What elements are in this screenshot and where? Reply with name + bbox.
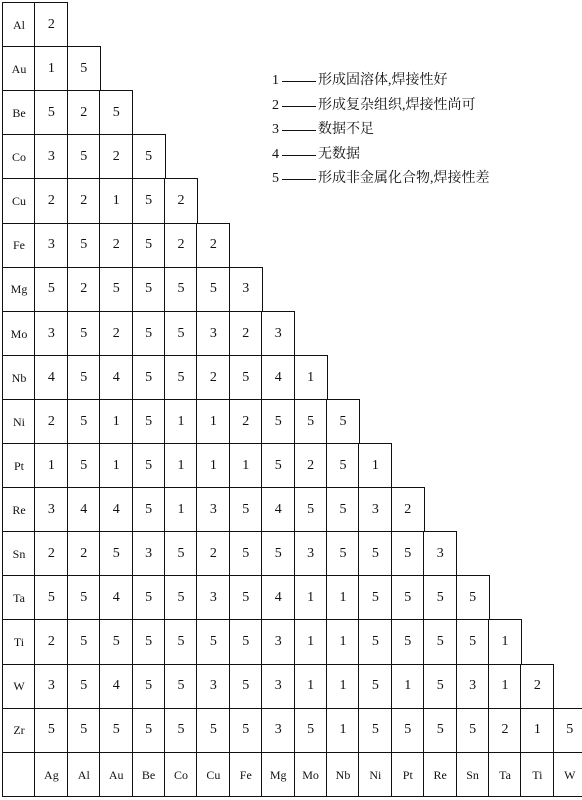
table-cell: 5: [456, 619, 490, 665]
table-cell: 5: [67, 355, 101, 401]
table-cell: 3: [34, 664, 68, 710]
table-cell: 5: [456, 708, 490, 754]
table-cell: 1: [164, 443, 198, 489]
table-cell: 1: [520, 708, 554, 754]
row-header: W: [2, 664, 36, 710]
legend-item: [272, 99, 490, 124]
row-header: Re: [2, 487, 36, 533]
table-cell: 5: [326, 487, 360, 533]
table-cell: 5: [423, 664, 457, 710]
table-cell: 3: [196, 487, 230, 533]
table-cell: 5: [132, 178, 166, 224]
table-cell: 1: [99, 443, 133, 489]
table-cell: 1: [34, 46, 68, 92]
table-cell: 5: [67, 708, 101, 754]
table-cell: 2: [99, 311, 133, 357]
table-cell: 1: [488, 664, 522, 710]
table-cell: 2: [67, 267, 101, 313]
row-header: Pt: [2, 443, 36, 489]
table-cell: 5: [132, 575, 166, 621]
legend-number: 1: [272, 73, 279, 88]
table-cell: 1: [294, 575, 328, 621]
column-header: Ag: [34, 752, 68, 798]
table-cell: 3: [34, 223, 68, 269]
table-cell: 1: [164, 487, 198, 533]
table-cell: 2: [34, 2, 68, 48]
table-cell: 4: [99, 575, 133, 621]
table-cell: 2: [67, 531, 101, 577]
row-header: Sn: [2, 531, 36, 577]
row-header: Au: [2, 46, 36, 92]
table-cell: 5: [164, 708, 198, 754]
table-cell: 5: [132, 311, 166, 357]
table-cell: 5: [67, 223, 101, 269]
table-cell: 5: [164, 619, 198, 665]
table-cell: 2: [229, 399, 263, 445]
column-header: Mg: [261, 752, 295, 798]
table-cell: 5: [229, 664, 263, 710]
legend-text: 形成固溶体,焊接性好: [318, 73, 448, 88]
table-cell: 5: [196, 708, 230, 754]
legend-dash: [282, 81, 316, 82]
table-cell: 5: [67, 399, 101, 445]
column-header: Ni: [358, 752, 392, 798]
table-cell: 3: [261, 619, 295, 665]
table-cell: 4: [99, 355, 133, 401]
legend-number: 3: [272, 122, 279, 137]
table-cell: 5: [164, 575, 198, 621]
corner-cell: [2, 752, 36, 798]
table-cell: 5: [164, 355, 198, 401]
table-cell: 4: [99, 487, 133, 533]
legend-item: [272, 172, 490, 197]
table-cell: 5: [391, 531, 425, 577]
table-cell: 4: [34, 355, 68, 401]
table-cell: 5: [196, 267, 230, 313]
table-cell: 5: [132, 664, 166, 710]
table-cell: 5: [164, 267, 198, 313]
legend-dash: [282, 179, 316, 180]
table-cell: 4: [261, 575, 295, 621]
table-cell: 1: [196, 443, 230, 489]
table-cell: 1: [358, 443, 392, 489]
row-header: Mo: [2, 311, 36, 357]
column-header: Ti: [520, 752, 554, 798]
table-cell: 2: [196, 355, 230, 401]
table-cell: 5: [229, 708, 263, 754]
table-cell: 5: [99, 267, 133, 313]
table-cell: 3: [294, 531, 328, 577]
table-cell: 5: [164, 531, 198, 577]
table-cell: 5: [196, 619, 230, 665]
table-cell: 5: [67, 619, 101, 665]
table-cell: 2: [99, 134, 133, 180]
column-header: Ta: [488, 752, 522, 798]
table-cell: 2: [196, 531, 230, 577]
legend-number: 2: [272, 97, 279, 113]
table-cell: 3: [423, 531, 457, 577]
table-cell: 5: [67, 46, 101, 92]
table-cell: 2: [67, 178, 101, 224]
table-cell: 2: [164, 223, 198, 269]
table-cell: 5: [326, 531, 360, 577]
table-cell: 5: [358, 619, 392, 665]
legend-dash: [282, 130, 316, 131]
table-cell: 1: [294, 355, 328, 401]
table-cell: 5: [358, 531, 392, 577]
table-cell: 5: [67, 311, 101, 357]
table-cell: 5: [456, 575, 490, 621]
row-header: Al: [2, 2, 36, 48]
table-cell: 3: [34, 311, 68, 357]
table-cell: 5: [229, 487, 263, 533]
table-cell: 2: [34, 399, 68, 445]
table-cell: 5: [391, 708, 425, 754]
table-cell: 5: [67, 575, 101, 621]
table-cell: 3: [196, 664, 230, 710]
column-header: Co: [164, 752, 198, 798]
table-cell: 2: [229, 311, 263, 357]
legend-dash: [282, 155, 316, 156]
table-cell: 5: [229, 531, 263, 577]
row-header: Nb: [2, 355, 36, 401]
table-cell: 5: [99, 619, 133, 665]
table-cell: 5: [261, 399, 295, 445]
table-cell: 5: [229, 355, 263, 401]
table-cell: 5: [164, 664, 198, 710]
table-cell: 5: [261, 531, 295, 577]
row-header: Mg: [2, 267, 36, 313]
table-cell: 5: [391, 575, 425, 621]
table-cell: 1: [326, 664, 360, 710]
table-cell: 3: [358, 487, 392, 533]
table-cell: 1: [229, 443, 263, 489]
table-cell: 5: [34, 575, 68, 621]
table-cell: 1: [99, 399, 133, 445]
table-cell: 5: [229, 575, 263, 621]
column-header: Au: [99, 752, 133, 798]
table-cell: 3: [34, 487, 68, 533]
table-cell: 5: [261, 443, 295, 489]
column-header: Be: [132, 752, 166, 798]
column-header: Re: [423, 752, 457, 798]
table-cell: 5: [132, 267, 166, 313]
table-cell: 2: [294, 443, 328, 489]
table-cell: 1: [294, 664, 328, 710]
table-cell: 5: [99, 90, 133, 136]
table-cell: 3: [196, 311, 230, 357]
column-header: Nb: [326, 752, 360, 798]
table-cell: 2: [99, 223, 133, 269]
row-header: Fe: [2, 223, 36, 269]
table-cell: 5: [132, 223, 166, 269]
legend-text: 形成非金属化合物,焊接性差: [318, 171, 490, 186]
legend-item: [272, 74, 490, 99]
table-cell: 5: [132, 134, 166, 180]
table-cell: 5: [132, 399, 166, 445]
table-cell: 2: [34, 619, 68, 665]
table-cell: 3: [132, 531, 166, 577]
table-cell: 5: [423, 708, 457, 754]
table-cell: 5: [34, 708, 68, 754]
table-cell: 5: [391, 619, 425, 665]
table-cell: 5: [294, 399, 328, 445]
table-cell: 5: [99, 531, 133, 577]
table-cell: 5: [358, 708, 392, 754]
legend-item: [272, 148, 490, 173]
table-cell: 5: [34, 267, 68, 313]
table-cell: 5: [423, 619, 457, 665]
row-header: Ta: [2, 575, 36, 621]
row-header: Be: [2, 90, 36, 136]
table-cell: 3: [261, 708, 295, 754]
table-cell: 5: [358, 575, 392, 621]
table-cell: 5: [132, 708, 166, 754]
table-cell: 1: [326, 708, 360, 754]
table-cell: 5: [326, 399, 360, 445]
row-header: Cu: [2, 178, 36, 224]
row-header: Co: [2, 134, 36, 180]
table-cell: 5: [67, 664, 101, 710]
table-cell: 5: [99, 708, 133, 754]
table-cell: 5: [294, 708, 328, 754]
table-cell: 5: [132, 619, 166, 665]
legend-text: 无数据: [318, 146, 360, 162]
column-header: Cu: [196, 752, 230, 798]
legend: [272, 74, 490, 197]
column-header: Sn: [456, 752, 490, 798]
table-cell: 2: [34, 531, 68, 577]
table-cell: 5: [132, 355, 166, 401]
row-header: Ni: [2, 399, 36, 445]
table-cell: 5: [358, 664, 392, 710]
table-cell: 2: [488, 708, 522, 754]
table-cell: 3: [229, 267, 263, 313]
table-cell: 1: [391, 664, 425, 710]
legend-text: 形成复杂组织,焊接性尚可: [318, 97, 476, 113]
legend-number: 4: [272, 146, 279, 162]
table-cell: 4: [261, 355, 295, 401]
table-cell: 5: [132, 443, 166, 489]
table-cell: 3: [34, 134, 68, 180]
table-cell: 2: [391, 487, 425, 533]
row-header: Ti: [2, 619, 36, 665]
legend-number: 5: [272, 171, 279, 186]
table-cell: 2: [34, 178, 68, 224]
table-cell: 1: [34, 443, 68, 489]
table-cell: 1: [196, 399, 230, 445]
table-cell: 5: [229, 619, 263, 665]
column-header: Mo: [294, 752, 328, 798]
table-cell: 2: [196, 223, 230, 269]
table-cell: 5: [67, 134, 101, 180]
table-cell: 1: [164, 399, 198, 445]
column-header: Al: [67, 752, 101, 798]
table-cell: 5: [553, 708, 582, 754]
table-cell: 5: [132, 487, 166, 533]
column-header: Fe: [229, 752, 263, 798]
table-cell: 5: [164, 311, 198, 357]
table-cell: 3: [196, 575, 230, 621]
table-cell: 1: [488, 619, 522, 665]
table-cell: 1: [326, 619, 360, 665]
table-cell: 2: [520, 664, 554, 710]
legend-dash: [282, 106, 316, 107]
table-cell: 5: [423, 575, 457, 621]
column-header: W: [553, 752, 582, 798]
column-header: Pt: [391, 752, 425, 798]
table-cell: 3: [456, 664, 490, 710]
table-cell: 2: [164, 178, 198, 224]
table-cell: 5: [34, 90, 68, 136]
legend-item: [272, 123, 490, 148]
row-header: Zr: [2, 708, 36, 754]
table-cell: 5: [326, 443, 360, 489]
table-cell: 5: [294, 487, 328, 533]
table-cell: 2: [67, 90, 101, 136]
table-cell: 4: [67, 487, 101, 533]
table-cell: 4: [261, 487, 295, 533]
table-cell: 1: [99, 178, 133, 224]
legend-text: 数据不足: [318, 122, 374, 137]
table-cell: 5: [67, 443, 101, 489]
table-cell: 3: [261, 311, 295, 357]
table-cell: 4: [99, 664, 133, 710]
table-cell: 1: [326, 575, 360, 621]
table-cell: 3: [261, 664, 295, 710]
table-cell: 1: [294, 619, 328, 665]
